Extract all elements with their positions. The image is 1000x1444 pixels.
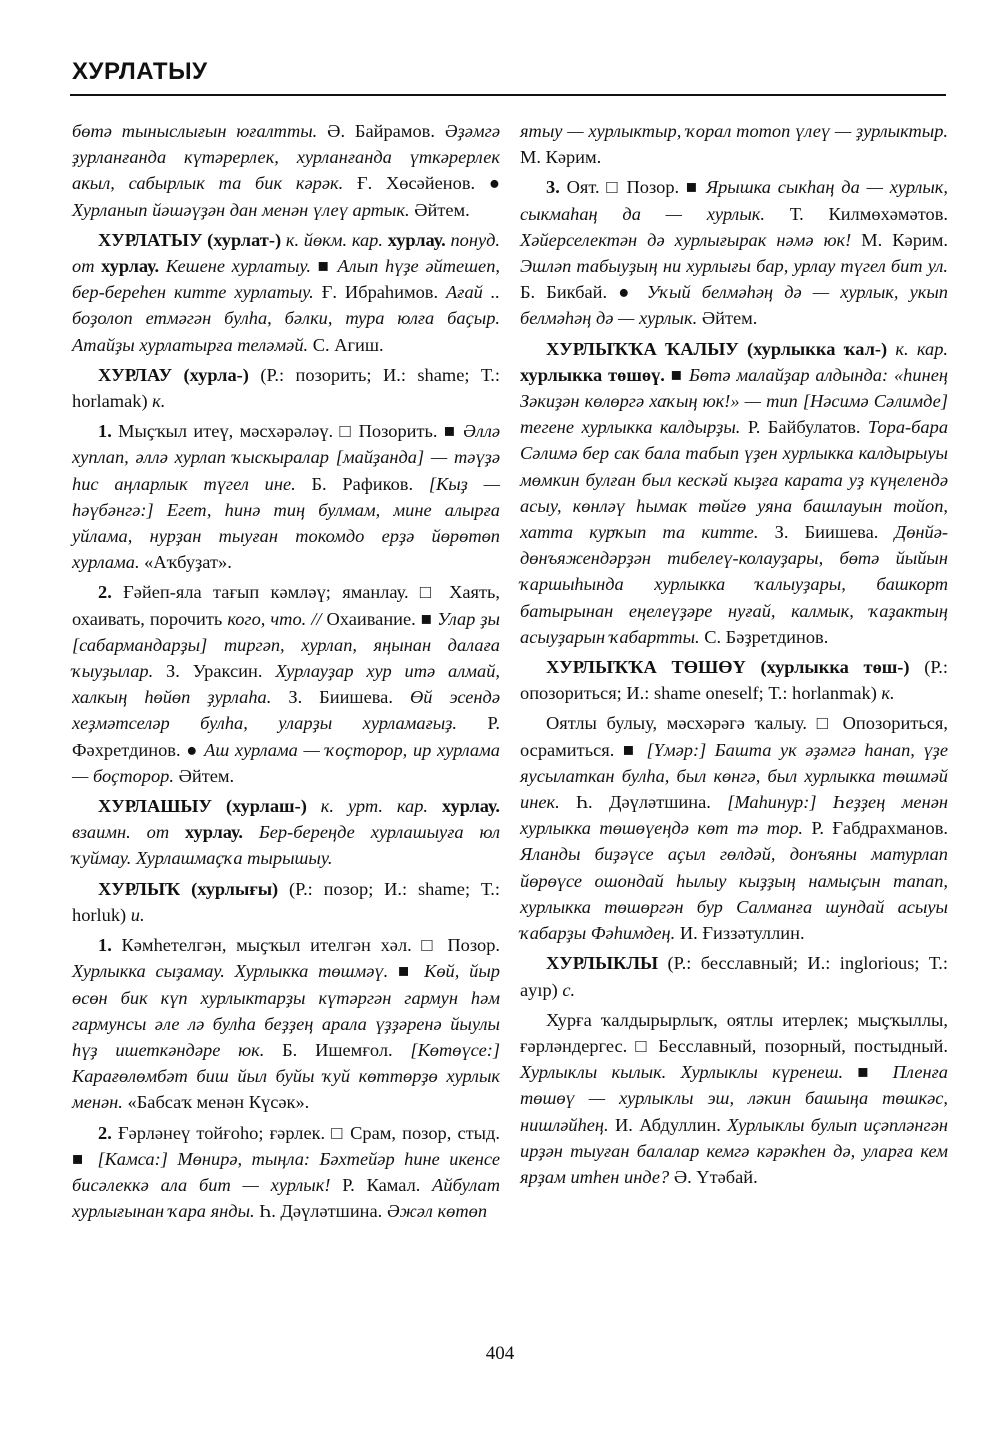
right-column <box>520 118 948 1190</box>
entry-hurlatyu: ХУРЛАТЫУ (хурлат-) к. йөкм. кар. хурлау. понуд. от хурлау. Кешене хурлатыу. ■ Алып һүҙе әйтешеп, бер-береһен китте хурлатыу. Ғ. Ибраһимов. Ағай .. боҙолоп етмәгән булһа, бәлки, тура юлға баҫыр. Атайҙы хурлатырға теләмәй. С. Агиш. <box>72 229 501 355</box>
entry-hurlyk-sense-1: 1. Кәмһетелгән, мыҫҡыл ителгән хәл. □ Позор. Хурлыкка сыҙамау. Хурлыкка төшмәү. ■ Көй, йыр өсөн бик күп хурлыктарҙы күтәргән гармун һәм гармунсы әле лә булһа беҙҙең арала үҙҙәренә йыулы һүҙ ишеткәндәре юк. Б. Ишемғол. [Көтөүсе:] Карағөлөмбәт биш йыл буйы ҡуй көттөрҙө хурлык менән. «Бабсаҡ менән Күсәк». <box>72 935 501 1113</box>
page-number: 404 <box>485 1343 515 1364</box>
entry-hurlyk-sense-3: 3. Оят. □ Позор. ■ Ярышка сыкһаң да — хурлык, сыкмаһаң да — хурлык. Т. Килмөхәмәтов. Хәйерселектән дә хурлығырак нәмә юк! М. Кәрим. Эшләп табыуҙың ни хурлығы бар, урлау түгел бит ул. Б. Бикбай. ● Уҡый белмәһәң дә — хурлык, укып белмәһәң дә — хурлык. Әйтем. <box>520 177 948 329</box>
entry-hurlykka-toshou-heading: ХУРЛЫҠҠА ТӨШӨҮ (хурлыкка төш-) (Р.: опозориться; И.: shame oneself; Т.: horlanmak) к. <box>520 657 949 704</box>
entry-hurlashyu: ХУРЛАШЫУ (хурлаш-) к. урт. кар. хурлау. взаимн. от хурлау. Бер-береңде хурлашыуға юл ҡуймау. Хурлашмаҫҡа тырышыу. <box>72 796 500 869</box>
entry-hurlykka-kalyu: ХУРЛЫҠҠА ҠАЛЫУ (хурлыкка ҡал-) к. кар. хурлыкка төшөү. ■ Бөтә малайҙар алдында: «һинең Зәкиҙән көлөргә хаҡың юк!» — тип [Нәсимә Сәлимде] тегене хурлыкка калдырҙы. Р. Байбулатов. Тора-бара Сәлимә бер сак бала табып үҙен хурлыкка калдырыуы мөмкин булған был кескәй кыҙға карата уҙ күңелендә асыу, көнләү һымак төйгө уяна башлауын тойоп, хатта курҡып та китте. З. Биишева. Дөнйә-дөнъяжендәрҙән тибелеү-колауҙары, бөтә йыйын ҡаршыһында хурлыкка ҡалыуҙары, башкорт батырынан еңелеүҙәре нуғай, калмык, ҡаҙактың асыуҙарын ҡабартты. С. Бәҙретдинов. <box>520 338 949 647</box>
entry-hurlykka-toshou-sense: Оятлы булыу, мәсхәрәгә ҡалыу. □ Опозориться, осрамиться. ■ [Үмәр:] Башта ук әҙәмгә һанап, үҙе яусылаткан булһа, был көнгә, был хурлыкка төшмәй инек. Һ. Дәүләтшина. [Маһинур:] Һеҙҙең менән хурлыкка төшөүеңдә көт тә тор. Р. Ғабдрахманов. Яланды биҙәүсе аҫыл гөлдәй, донъяны матурлап йөрөүсе ошондай һылыу кыҙҙың намыҫын тапап, хурлыкка төшөргән бур Салманға шундай асыуы ҡабарҙы Фәһимдең. И. Ғиззәтуллин. <box>520 713 948 944</box>
entry-hurlyk-heading: ХУРЛЫҠ (хурлығы) (Р.: позор; И.: shame; Т.: horluk) и. <box>72 878 500 925</box>
entry-hurlau-heading: ХУРЛАУ (хурла-) (Р.: позорить; И.: shame; Т.: horlamak) к. <box>72 364 500 412</box>
entry-hurlykly-heading: ХУРЛЫКЛЫ (Р.: бесславный; И.: inglorious; Т.: ayıp) с. <box>520 953 948 1000</box>
entry-hurlykly-sense: Хурға ҡалдырырлыҡ, оятлы итерлек; мыҫҡыллы, ғәрләндергес. □ Бесславный, позорный, постыдный. Хурлыклы кылык. Хурлыклы күренеш. ■ Пленға төшөү — хурлыклы эш, ләкин башыңа төшкәс, нишләйһең. И. Абдуллин. Хурлыклы булып иҫәпләнгән ирҙән тыуған балалар кемгә кәрәкһен дә, уларға кем ярҙам итһен инде? Ә. Үтәбай. <box>520 1009 948 1187</box>
entry-hurlau-sense-1: 1. Мыҫҡыл итеү, мәсхәрәләү. □ Позорить. ■ Әллә хуплап, әллә хурлап ҡыскыралар [майҙанда] — тәүҙә һис аңларлык түгел ине. Б. Рафиков. [Кыҙ — һәүбәнгә:] Егет, һинә тиң булмам, мине алырға уйлама, нурҙан тыуған токомдо ерҙә йөрөтөп хурлама. «Аҡбуҙат». <box>72 421 500 573</box>
header-rule <box>70 94 946 96</box>
entry-hurlyk-sense-2: 2. Ғәрләнеү тойғоһо; ғәрлек. □ Срам, позор, стыд. ■ [Камса:] Мөнирә, тыңла: Бәхтейәр һине икенсе бисәлеккә ала бит — хурлык! Р. Камал. Айбулат хурлығынан ҡара янды. Һ. Дәүләтшина. Әжәл көтөп <box>72 1122 500 1222</box>
left-column <box>72 118 500 1224</box>
entry-continuation-right: ятыу — хурлыктыр, ҡорал тотоп үлеү — ҙурлыктыр. М. Кәрим. <box>520 121 948 168</box>
entry-hurlau-sense-2: 2. Ғәйеп-яла тағып кәмләү; яманлау. □ Хаять, охаивать, порочить кого, что. // Охаивание. ■ Улар ҙы [сабармандарҙы] тиргәп, хурлап, яңынан далаға ҡыуҙылар. З. Ураксин. Хурлауҙар хур итә алмай, халкың һөйөп ҙурлаһа. З. Биишева. Өй эсендә хеҙмәтселәр булһа, уларҙы хурламағыҙ. Р. Фәхретдинов. ● Аш хурлама — ҡоҫторор, ир хурлама — боҫторор. Әйтем. <box>72 582 501 786</box>
running-head-title: ХУРЛАТЫУ <box>72 58 208 85</box>
entry-continuation: бөтә тыныслығын юғалтты. Ә. Байрамов. Әҙәмгә ҙурланғанда күтәрерлек, хурланғанда үткәрерлек акыл, сабырлык та бик кәрәк. Ғ. Хөсәйенов. ● Хурланып йәшәүҙән дан менән үлеү артык. Әйтем. <box>72 121 500 220</box>
